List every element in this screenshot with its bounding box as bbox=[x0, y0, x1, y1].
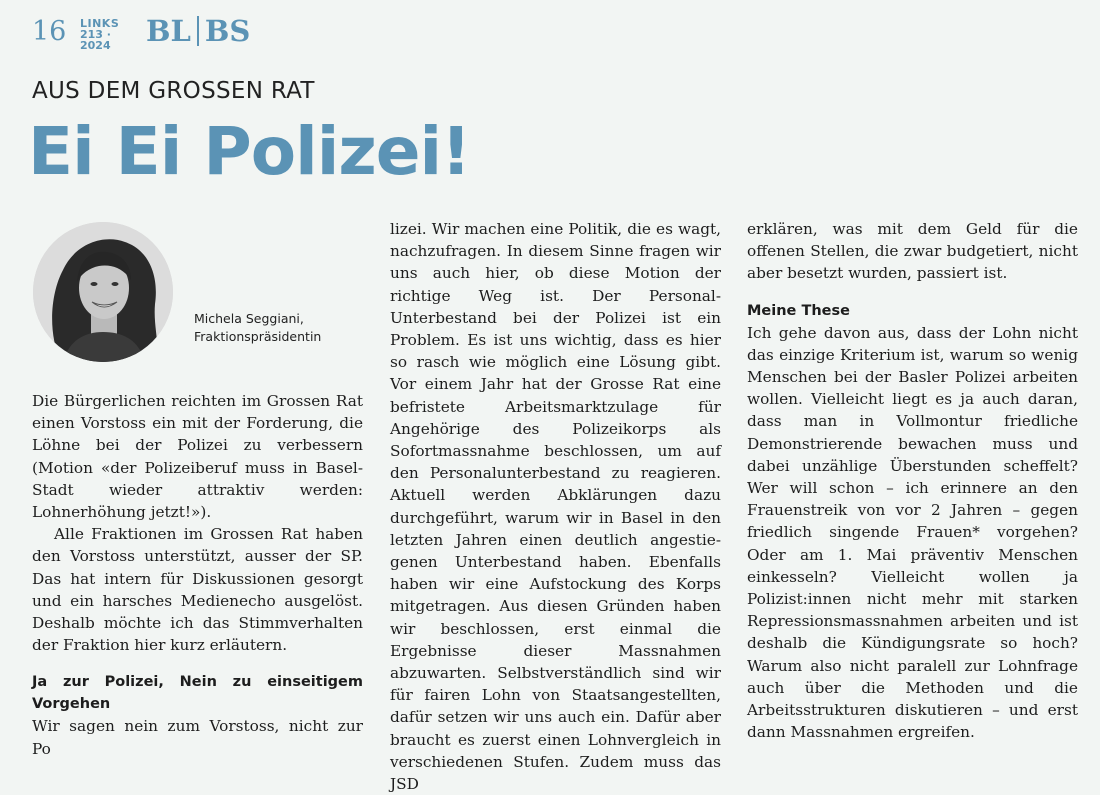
page-number: 16 bbox=[32, 16, 67, 47]
region-divider bbox=[197, 16, 199, 46]
article-kicker: AUS DEM GROSSEN RAT bbox=[32, 78, 315, 104]
paragraph: Wir sagen nein zum Vorstoss, nicht zur Po bbox=[32, 717, 363, 758]
region-label bbox=[146, 14, 250, 48]
paragraph-gap bbox=[747, 285, 1078, 300]
text-column-2 bbox=[390, 218, 721, 795]
author-caption bbox=[194, 310, 321, 346]
issue-number: 213 · 2024 bbox=[80, 28, 111, 52]
magazine-logo bbox=[80, 18, 119, 51]
paragraph: Die Bürgerlichen reichten im Grossen Rat einen Vorstoss ein mit der Forderung, die Löhne bei der Polizei zu verbessern (Motion «der Polizeiberuf muss in Basel-Stadt wieder attraktiv werden: Lohnerhöhung jetzt!»). bbox=[32, 392, 363, 522]
paragraph: erklären, was mit dem Geld für die offenen Stellen, die zwar budgetiert, nicht aber besetzt wurden, passiert ist. bbox=[747, 220, 1078, 283]
author-portrait bbox=[33, 222, 173, 362]
subheading: Meine These bbox=[747, 302, 850, 319]
paragraph: lizei. Wir machen eine Politik, die es wagt, nachzufragen. In diesem Sinne fragen wir uns auch hier, ob diese Motion der richtige Weg ist. Der Personal-Unterbestand bei der Polizei ist ein Problem. Es ist uns wichtig, dass es hier so rasch wie möglich eine Lösung gibt. Vor einem Jahr hat der Grosse Rat eine befristete Arbeitsmarktzulage für Angehörige des Polizeikorps als Sofortmassnahme beschlossen, um auf den Personalunterbestand zu reagieren. Aktuell werden Abklärungen dazu durchgeführt, warum wir in Basel in den letzten Jahren einen deutlich angestiegenen Unterbestand haben. Ebenfalls haben wir eine Aufstockung des Korps mitgetragen. Aus diesen Gründen haben wir beschlossen, erst einmal die Ergebnisse dieser Massnahmen abzuwarten. Selbstverständlich sind wir für fairen Lohn von Staatsangestellten, dafür setzen wir uns auch ein. Dafür aber braucht es zuerst einen Lohnvergleich in verschiedenen Stufen. Zudem muss das JSD bbox=[390, 220, 721, 794]
region-bl: BL bbox=[146, 14, 191, 48]
author-role: Fraktionspräsidentin bbox=[194, 329, 322, 344]
text-column-3 bbox=[747, 218, 1078, 743]
region-bs: BS bbox=[204, 14, 251, 48]
paragraph: Ich gehe davon aus, dass der Lohn nicht das einzige Kriterium ist, warum so wenig Menschen bei der Basler Polizei arbeiten wollen. Vielleicht liegt es ja auch daran, dass man in Vollmontur friedliche Demonstrierende bewachen muss und dabei unzählige Überstunden scheffelt? Wer will schon – ich erinnere an den Frauenstreik von vor 2 Jahren – gegen friedlich singende Frauen* vorgehen? Oder am 1. Mai präventiv Menschen einkesseln? Vielleicht wollen ja Polizist:innen nicht mehr mit starken Repressionsmassnahmen arbeiten und ist deshalb die Kündigungsrate so hoch? Warum also nicht paralell zur Lohnfrage auch über die Methoden und die Arbeitsstrukturen diskutieren – und erst dann Massnahmen ergreifen. bbox=[747, 323, 1078, 742]
text-column-1 bbox=[32, 390, 363, 760]
author-name: Michela Seggiani, bbox=[194, 311, 304, 326]
article-title: Ei Ei Polizei! bbox=[28, 113, 471, 190]
subheading: Ja zur Polizei, Nein zu einseitigem Vorgehen bbox=[32, 674, 363, 713]
paragraph-gap bbox=[32, 656, 363, 671]
magazine-name: LINKS bbox=[80, 17, 120, 30]
portrait-image bbox=[33, 222, 173, 362]
paragraph: Alle Fraktionen im Grossen Rat haben den Vorstoss unterstützt, ausser der SP. Das hat intern für Diskussionen gesorgt und ein harsches Medienecho ausgelöst. Deshalb möchte ich das Stimmverhalten der Fraktion hier kurz erläutern. bbox=[32, 525, 363, 655]
